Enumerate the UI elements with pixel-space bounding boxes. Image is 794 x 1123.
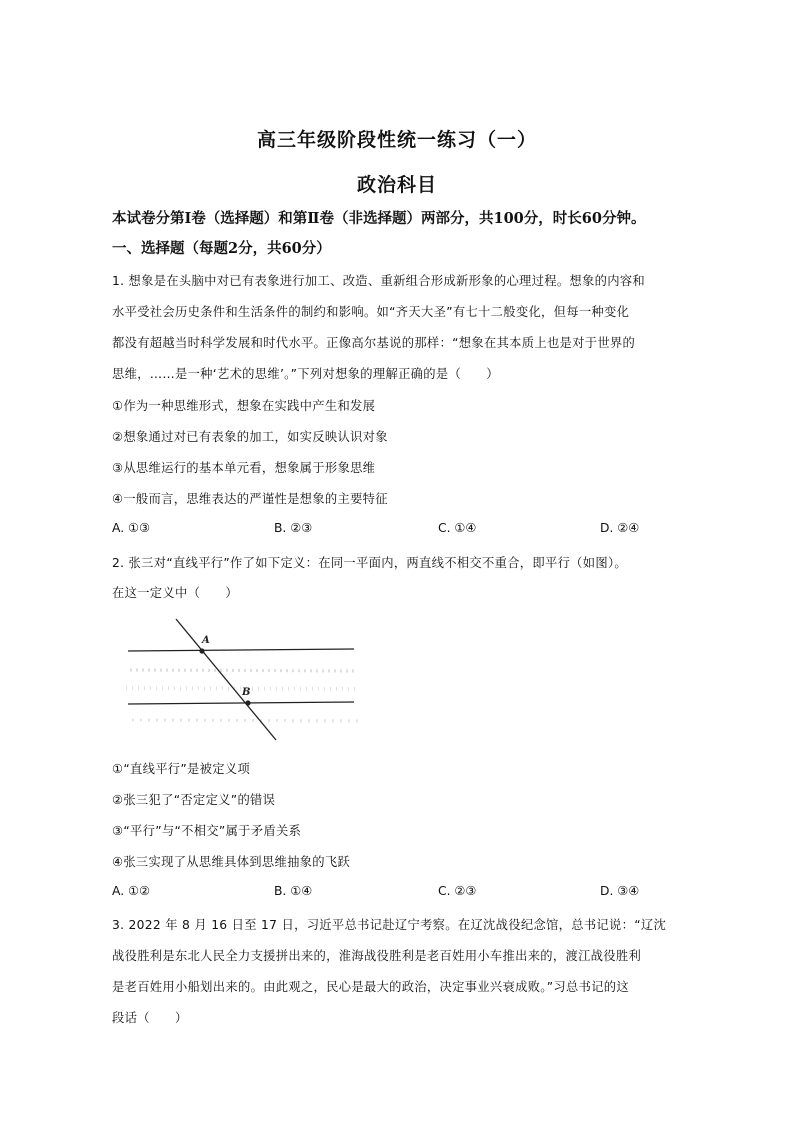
q2-statement: ④张三实现了从思维具体到思维抽象的飞跃 [112,855,351,869]
parallel-lines-figure [118,614,368,744]
q2-stem-line: 在这一定义中（ ） [112,586,238,600]
q1-stem-line: 1. 想象是在头脑中对已有表象进行加工、改造、重新组合形成新形象的心理过程。想象的内容和 [112,274,646,288]
q1-stem-line: 水平受社会历史条件和生活条件的制约和影响。如“齐天大圣”有七十二般变化，但每一种变化 [112,305,630,319]
q2-statement: ①“直线平行”是被定义项 [112,762,251,776]
q3-stem-line: 战役胜利是东北人民全力支援拼出来的，淮海战役胜利是老百姓用小车推出来的，渡江战役胜利 [112,949,642,963]
transversal-line [176,619,276,740]
q1-option-d[interactable]: D. ②④ [600,521,640,535]
q1-stem-line: 都没有超越当时科学发展和时代水平。正像高尔基说的那样：“想象在其本质上也是对于世界的 [112,336,636,350]
q1-option-b[interactable]: B. ②③ [274,521,313,535]
point-b-dot [245,700,250,705]
q1-stem-line: 思维，……是一种‘艺术的思维’。”下列对想象的理解正确的是（ ） [112,367,499,381]
point-b-label: B [242,687,251,698]
q2-option-a[interactable]: A. ①② [112,884,151,898]
line-upper [128,649,354,651]
q2-statement: ③“平行”与“不相交”属于矛盾关系 [112,824,302,838]
q3-stem-line: 段话（ ） [112,1011,188,1025]
q2-option-b[interactable]: B. ①④ [274,884,313,898]
q3-stem-line: 是老百姓用小船划出来的。由此观之，民心是最大的政治，决定事业兴衰成败。”习总书记的这 [112,980,629,994]
q1-statement: ③从思维运行的基本单元看，想象属于形象思维 [112,461,376,475]
q2-option-d[interactable]: D. ③④ [600,884,640,898]
q2-stem-line: 2. 张三对“直线平行”作了如下定义：在同一平面内，两直线不相交不重合，即平行（如图）。 [112,556,628,570]
exam-title: 高三年级阶段性统一练习（一） [256,129,537,151]
point-a-dot [199,648,204,653]
q1-statement: ④一般而言，思维表达的严谨性是想象的主要特征 [112,492,388,506]
point-a-label: A [202,635,210,646]
subject-title: 政治科目 [356,174,437,196]
section-title: 一、选择题（每题2分，共60分） [112,240,331,257]
exam-instructions: 本试卷分第Ⅰ卷（选择题）和第Ⅱ卷（非选择题）两部分，共100分，时长60分钟。 [112,210,646,227]
q1-statement: ①作为一种思维形式，想象在实践中产生和发展 [112,399,376,413]
line-lower [128,702,354,704]
q2-option-c[interactable]: C. ②③ [438,884,477,898]
q1-option-c[interactable]: C. ①④ [438,521,477,535]
q2-statement: ②张三犯了“否定定义”的错误 [112,793,276,807]
q1-statement: ②想象通过对已有表象的加工，如实反映认识对象 [112,430,388,444]
q1-option-a[interactable]: A. ①③ [112,521,151,535]
q3-stem-line: 3. 2022 年 8 月 16 日至 17 日，习近平总书记赴辽宁考察。在辽沈战役纪念馆，总书记说：“辽沈 [112,918,667,932]
